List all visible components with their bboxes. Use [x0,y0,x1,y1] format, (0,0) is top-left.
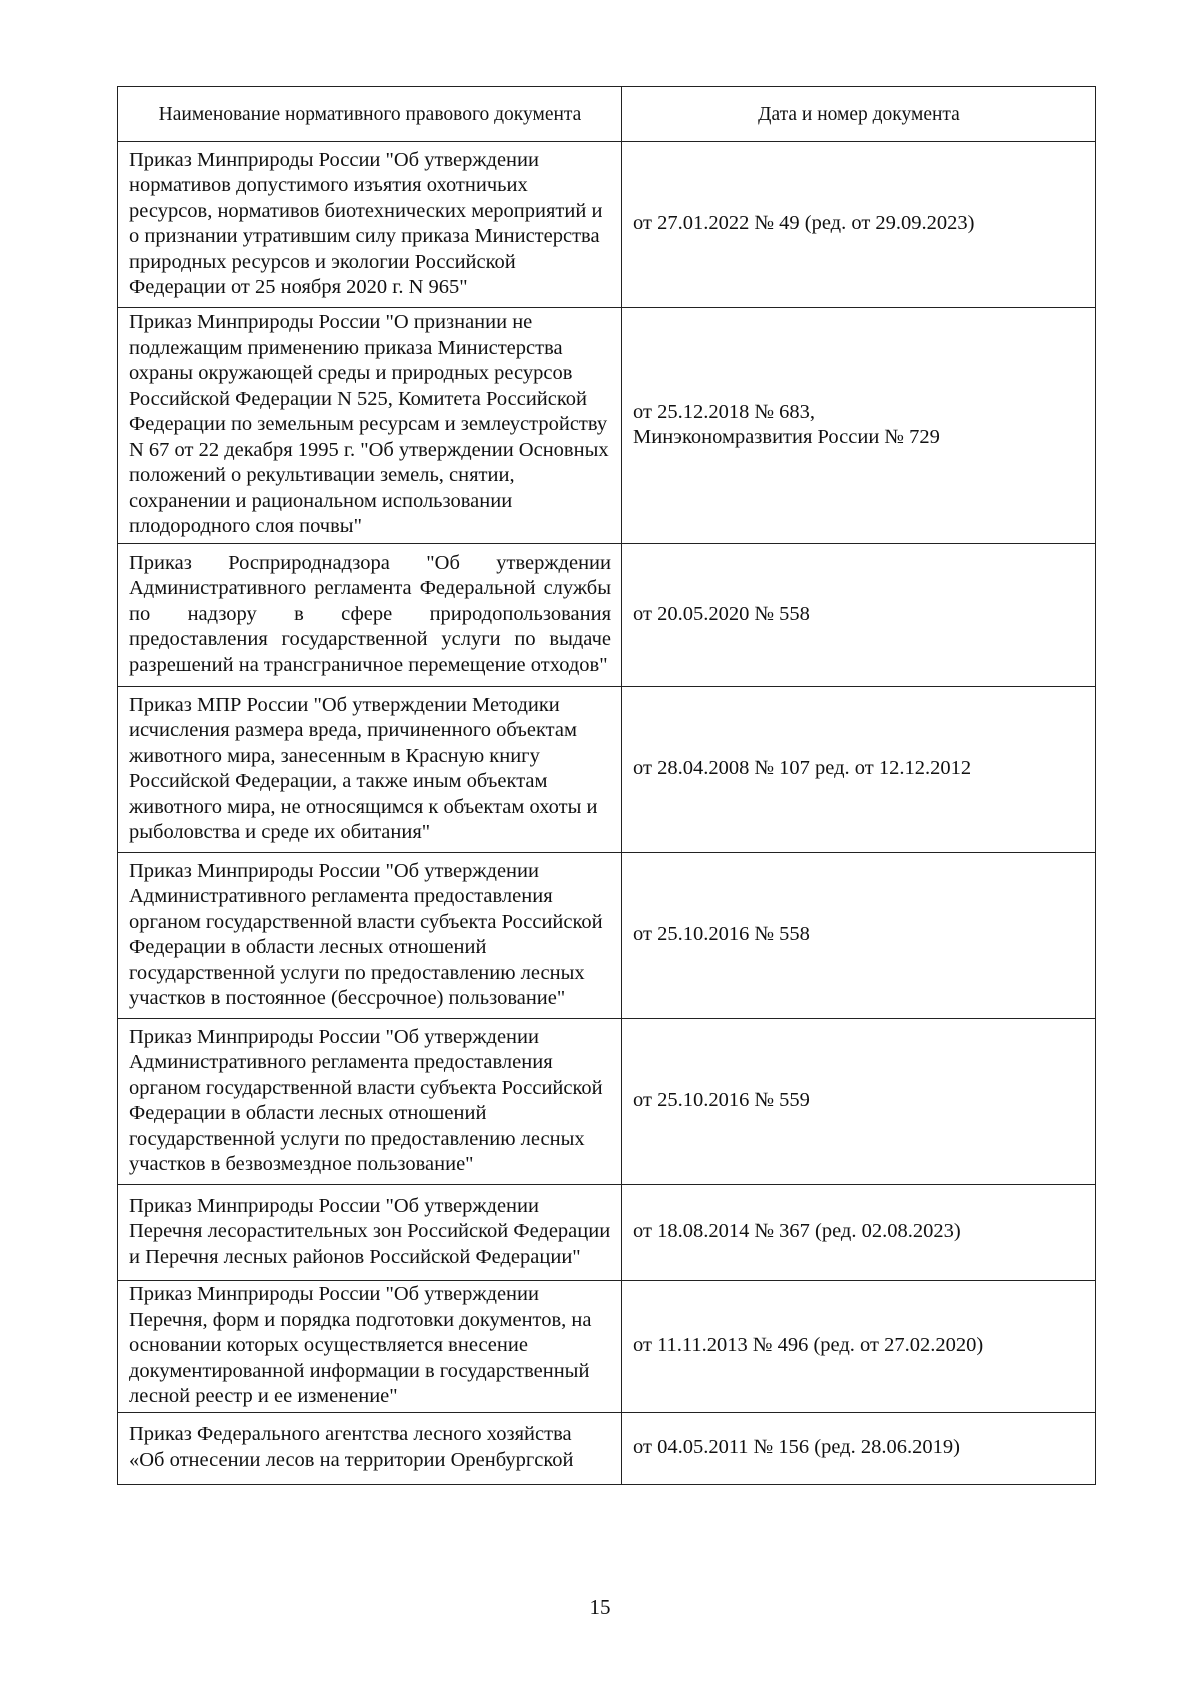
document-date-cell: от 04.05.2011 № 156 (ред. 28.06.2019) [622,1412,1096,1484]
document-date-cell: от 18.08.2014 № 367 (ред. 02.08.2023) [622,1185,1096,1281]
document-date-cell: от 25.10.2016 № 558 [622,853,1096,1019]
document-name-cell: Приказ Минприроды России "Об утверждении Перечня лесорастительных зон Российской Федерации и Перечня лесных районов Российской Федерации" [118,1185,622,1281]
table-row [118,544,1096,687]
regulations-table [117,86,1096,1485]
page-number: 15 [589,1595,611,1619]
document-date-cell: от 25.10.2016 № 559 [622,1019,1096,1185]
document-date-cell: от 27.01.2022 № 49 (ред. от 29.09.2023) [622,142,1096,308]
document-name-cell: Приказ Минприроды России "О признании не подлежащим применению приказа Министерства охраны окружающей среды и природных ресурсов Российской Федерации N 525, Комитета Российской Федерации по земельным ресурсам и землеустройству N 67 от 22 декабря 1995 г. "Об утверждении Основных положений о рекультивации земель, снятии, сохранении и рациональном использовании плодородного слоя почвы" [118,308,622,544]
document-name-cell: Приказ Федерального агентства лесного хозяйства «Об отнесении лесов на территории Оренбургской [118,1412,622,1484]
document-name-cell: Приказ Минприроды России "Об утверждении Административного регламента предоставления органом государственной власти субъекта Российской Федерации в области лесных отношений государственной услуги по предоставлению лесных участков в безвозмездное пользование" [118,1019,622,1185]
table-header-row [118,87,1096,142]
document-name-cell: Приказ Минприроды России "Об утверждении нормативов допустимого изъятия охотничьих ресурсов, нормативов биотехнических мероприятий и о признании утратившим силу приказа Министерства природных ресурсов и экологии Российской Федерации от 25 ноября 2020 г. N 965" [118,142,622,308]
document-name-cell: Приказ Минприроды России "Об утверждении Перечня, форм и порядка подготовки документов, на основании которых осуществляется внесение документированной информации в государственный лесной реестр и ее изменение" [118,1281,622,1413]
header-document-date: Дата и номер документа [622,87,1096,142]
table-row [118,1019,1096,1185]
table-row [118,687,1096,853]
table-row [118,1412,1096,1484]
document-name-cell: Приказ Росприроднадзора "Об утверждении Административного регламента Федеральной службы по надзору в сфере природопользования предоставления государственной услуги по выдаче разрешений на трансграничное перемещение отходов" [118,544,622,687]
document-date-cell: от 11.11.2013 № 496 (ред. от 27.02.2020) [622,1281,1096,1413]
table-row [118,853,1096,1019]
date-line-1: от 25.12.2018 № 683, [633,400,815,423]
table-row [118,1281,1096,1413]
document-date-cell: от 20.05.2020 № 558 [622,544,1096,687]
table-row [118,142,1096,308]
document-name-cell: Приказ Минприроды России "Об утверждении Административного регламента предоставления органом государственной власти субъекта Российской Федерации в области лесных отношений государственной услуги по предоставлению лесных участков в постоянное (бессрочное) пользование" [118,853,622,1019]
table-row [118,1185,1096,1281]
table-row [118,308,1096,544]
document-name-cell: Приказ МПР России "Об утверждении Методики исчисления размера вреда, причиненного объектам животного мира, занесенным в Красную книгу Российской Федерации, а также иным объектам животного мира, не относящимся к объектам охоты и рыболовства и среде их обитания" [118,687,622,853]
document-date-cell: от 28.04.2008 № 107 ред. от 12.12.2012 [622,687,1096,853]
header-document-name: Наименование нормативного правового документа [118,87,622,142]
date-line-2: Минэкономразвития России № 729 [633,426,940,448]
document-date-cell [622,308,1096,544]
